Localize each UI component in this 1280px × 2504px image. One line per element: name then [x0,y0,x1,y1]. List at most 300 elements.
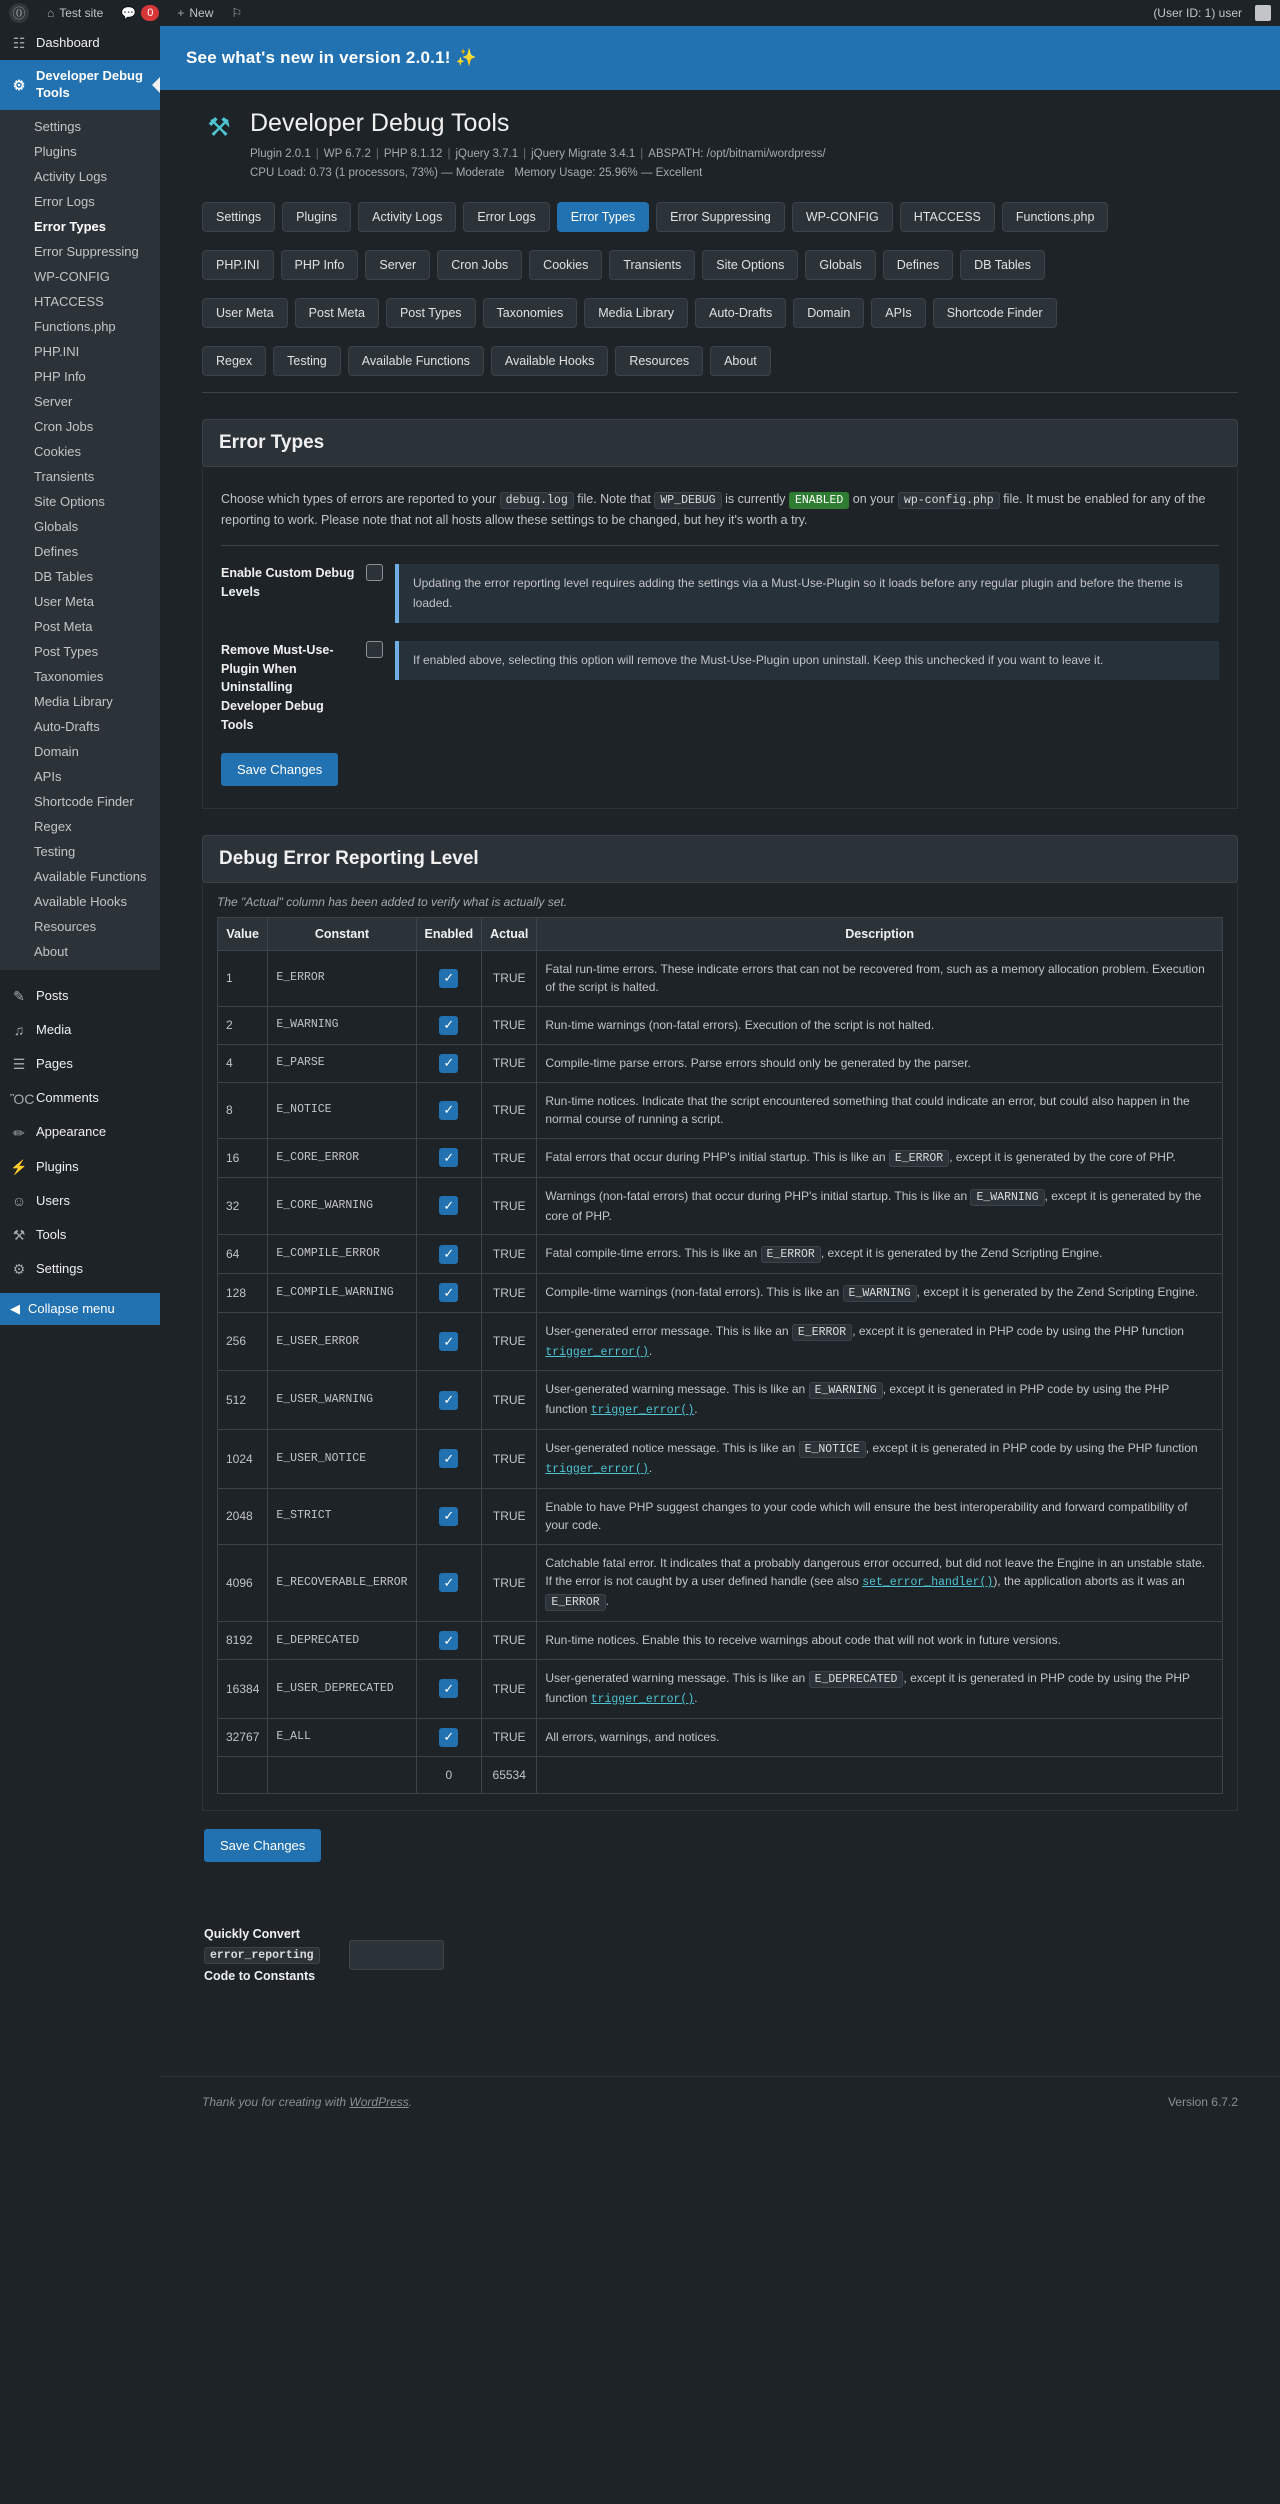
plugin-logo-icon: ⚒ [207,111,231,142]
code-debug-log: debug.log [500,492,574,509]
sidebar-item-label: Settings [36,1261,83,1277]
enable-checkbox-e_all[interactable]: ✓ [439,1728,458,1747]
meta-separator: | [315,147,319,160]
tab-apis[interactable]: APIs [871,298,925,328]
tab-server[interactable]: Server [365,250,430,280]
code-constant: E_ERROR [792,1324,852,1341]
cell-value: 2048 [218,1488,268,1544]
cell-constant: E_ALL [268,1718,416,1756]
cell-enabled [416,1044,482,1082]
code-wp-debug: WP_DEBUG [654,492,721,509]
sidebar-subitem-plugins[interactable]: Plugins [34,143,77,159]
error-types-heading: Error Types [202,419,1238,467]
function-link[interactable]: trigger_error() [590,1692,695,1706]
column-header-description: Description [537,917,1223,950]
home-icon: ⌂ [47,5,55,20]
table-row [218,1312,1223,1371]
cell-actual: TRUE [482,1044,537,1082]
sidebar-subitem-functions-php[interactable]: Functions.php [34,318,116,334]
meta-item-0: Plugin 2.0.1 [250,147,311,160]
tab-auto-drafts[interactable]: Auto-Drafts [695,298,786,328]
enable-checkbox-e_notice[interactable]: ✓ [439,1101,458,1120]
remove-mu-plugin-checkbox[interactable] [366,641,383,658]
enable-checkbox-e_user_error[interactable]: ✓ [439,1332,458,1351]
cell-enabled [416,1660,482,1719]
tab-activity-logs[interactable]: Activity Logs [358,202,456,232]
tab-db-tables[interactable]: DB Tables [960,250,1045,280]
sidebar-item-label: Comments [36,1090,99,1106]
remove-mu-plugin-hint: If enabled above, selecting this option will remove the Must-Use-Plugin upon uninstall. Keep this unchecked if you want to leave it. [395,641,1219,680]
cell-value: 16 [218,1138,268,1177]
cell-enabled [416,1235,482,1274]
sidebar-subitem-error-suppressing[interactable]: Error Suppressing [34,243,139,259]
cell-description: User-generated notice message. This is like an E_NOTICE , except it is generated in PHP code by using the PHP function trigger_error(). [537,1430,1223,1489]
code-constant: E_ERROR [761,1246,821,1263]
table-row [218,1138,1223,1177]
tab-functions-php[interactable]: Functions.php [1002,202,1109,232]
enable-checkbox-e_warning[interactable]: ✓ [439,1016,458,1035]
actual-column-note: The "Actual" column has been added to verify what is actually set. [217,894,568,909]
cell-enabled [416,1006,482,1044]
cell-value: 128 [218,1273,268,1312]
enable-custom-debug-levels-checkbox[interactable] [366,564,383,581]
enable-checkbox-e_strict[interactable]: ✓ [439,1507,458,1526]
cell-actual: TRUE [482,1235,537,1274]
code-constant: E_NOTICE [799,1441,866,1458]
sidebar-item-label: Dashboard [36,34,100,50]
table-row [218,1718,1223,1756]
sidebar-subitem-post-types[interactable]: Post Types [34,643,99,659]
meta-item-1: Memory Usage: 25.96% — Excellent [514,167,703,180]
code-constant: E_WARNING [809,1382,883,1399]
cell-enabled [416,1718,482,1756]
tab-error-types[interactable]: Error Types [557,202,649,232]
footer-thanks-text: Thank you for creating with [202,2094,350,2109]
page-icon: ☰ [12,1056,26,1073]
cell-constant: E_NOTICE [268,1082,416,1138]
code-constant: E_ERROR [889,1150,949,1167]
save-changes-button-bottom[interactable]: Save Changes [204,1829,321,1862]
cell-enabled [416,1138,482,1177]
quick-convert-input[interactable] [349,1940,444,1970]
table-row [218,1235,1223,1274]
sidebar-item-label: Developer Debug Tools [36,68,143,101]
sidebar-subitem-testing[interactable]: Testing [34,843,76,859]
sidebar-item-posts[interactable] [0,979,160,1013]
code-constant: E_WARNING [970,1189,1044,1206]
tab-wp-config[interactable]: WP-CONFIG [792,202,893,232]
cell-description: Run-time notices. Indicate that the script encountered something that could indicate an error, but could also happen in the normal course of running a script. [537,1082,1223,1138]
table-totals-row [218,1756,1223,1794]
comment-count-badge: 0 [141,5,159,21]
cell-description: User-generated warning message. This is like an E_DEPRECATED , except it is generated in PHP code by using the PHP function trigger_error(). [537,1660,1223,1719]
collapse-menu-button[interactable] [0,1293,160,1325]
comments-menu[interactable] [112,0,168,26]
code-constant: E_WARNING [843,1285,917,1302]
tab-site-options[interactable]: Site Options [702,250,798,280]
cell-description: All errors, warnings, and notices. [537,1718,1223,1756]
sidebar-item-comments[interactable] [0,1082,160,1116]
sidebar-item-label: Plugins [36,1158,79,1174]
cell-value: 512 [218,1371,268,1430]
cell-enabled [416,1430,482,1489]
media-icon: ♫ [13,1022,25,1039]
debug-error-reporting-heading: Debug Error Reporting Level [202,835,1238,883]
tab-row-2 [202,250,1238,280]
appearance-icon: ✏ [13,1124,25,1141]
tab-available-functions[interactable]: Available Functions [348,346,484,376]
total-empty-cell [537,1756,1223,1794]
wp-logo-menu[interactable] [0,0,38,26]
meta-separator: | [640,147,644,160]
sidebar-subitem-php-ini[interactable]: PHP.INI [34,343,80,359]
sidebar-item-label: Tools [36,1226,67,1242]
cell-actual: TRUE [482,1138,537,1177]
table-row [218,1544,1223,1621]
cell-value: 4 [218,1044,268,1082]
enable-checkbox-e_compile_warning[interactable]: ✓ [439,1283,458,1302]
tab-error-suppressing[interactable]: Error Suppressing [656,202,785,232]
cell-description: Compile-time warnings (non-fatal errors). This is like an E_WARNING , except it is generated by the Zend Scripting Engine. [537,1273,1223,1312]
meta-item-1: WP 6.7.2 [323,147,371,160]
cell-actual: TRUE [482,1622,537,1660]
cell-actual: TRUE [482,1006,537,1044]
sidebar-bottom-menu [0,979,160,1287]
site-name-menu[interactable] [38,0,112,26]
flag-menu[interactable] [222,0,251,26]
cell-actual: TRUE [482,1718,537,1756]
quick-convert-label-a: Quickly Convert [204,1927,300,1942]
enable-checkbox-e_user_warning[interactable]: ✓ [439,1391,458,1410]
function-link[interactable]: trigger_error() [545,1345,649,1359]
enable-checkbox-e_error[interactable]: ✓ [439,969,458,988]
remove-mu-plugin-row [219,623,1221,735]
sidebar-subitem-resources[interactable]: Resources [34,918,97,934]
intro-text-c: is currently [725,491,786,506]
tab-testing[interactable]: Testing [273,346,341,376]
sidebar-subitem-regex[interactable]: Regex [34,818,72,834]
cell-value: 8192 [218,1622,268,1660]
cell-constant: E_USER_ERROR [268,1312,416,1371]
cell-constant: E_CORE_ERROR [268,1138,416,1177]
column-header-enabled: Enabled [416,917,482,950]
intro-text-d: on your [852,491,895,506]
sidebar-subitem-transients[interactable]: Transients [34,468,95,484]
cell-enabled [416,1312,482,1371]
comment-icon: ὊC [10,1090,35,1107]
plugin-header [202,110,1238,184]
meta-separator: | [523,147,527,160]
error-types-panel [202,467,1238,809]
dashboard-icon: ☷ [12,35,26,51]
intro-text-b: file. Note that [577,491,651,506]
table-header-row [218,917,1223,950]
cell-description: Warnings (non-fatal errors) that occur during PHP's initial startup. This is like an E_WARNING , except it is generated by the core of PHP. [537,1177,1223,1234]
cell-description: Fatal errors that occur during PHP's initial startup. This is like an E_ERROR , except it is generated by the core of PHP. [537,1138,1223,1177]
user-label: (User ID: 1) user [1153,5,1242,20]
cell-value: 2 [218,1006,268,1044]
table-row [218,1371,1223,1430]
cell-constant: E_ERROR [268,950,416,1006]
cell-description: Run-time warnings (non-fatal errors). Execution of the script is not halted. [537,1006,1223,1044]
cell-description: Fatal run-time errors. These indicate errors that can not be recovered from, such as a memory allocation problem. Execution of the script is halted. [537,950,1223,1006]
meta-item-3: jQuery 3.7.1 [455,147,519,160]
sidebar-subitem-site-options[interactable]: Site Options [34,493,105,509]
table-row [218,1082,1223,1138]
save-changes-button-top[interactable]: Save Changes [221,753,338,786]
cell-actual: TRUE [482,1082,537,1138]
main-content [160,26,1280,2504]
sidebar-subitem-activity-logs[interactable]: Activity Logs [34,168,107,184]
cell-value: 8 [218,1082,268,1138]
tab-regex[interactable]: Regex [202,346,266,376]
column-header-value: Value [218,917,268,950]
enable-checkbox-e_user_deprecated[interactable]: ✓ [439,1679,458,1698]
enable-custom-debug-levels-row [219,546,1221,622]
save-changes-bottom-wrap [202,1811,1238,1884]
new-label: New [189,5,214,20]
sidebar-subitem-taxonomies[interactable]: Taxonomies [34,668,104,684]
admin-footer [160,2076,1280,2127]
version-banner[interactable]: See what's new in version 2.0.1! ✨ [160,26,1280,90]
page-title: Developer Debug Tools [250,109,510,137]
tab-taxonomies[interactable]: Taxonomies [483,298,578,328]
sidebar-subitem-shortcode-finder[interactable]: Shortcode Finder [34,793,134,809]
sidebar-item-media[interactable] [0,1013,160,1047]
sidebar-subitem-server[interactable]: Server [34,393,73,409]
cell-description: Compile-time parse errors. Parse errors should only be generated by the parser. [537,1044,1223,1082]
sidebar-subitem-domain[interactable]: Domain [34,743,79,759]
sidebar-subitem-error-types[interactable]: Error Types [34,218,107,234]
table-row [218,1044,1223,1082]
cell-constant: E_CORE_WARNING [268,1177,416,1234]
enable-checkbox-e_parse[interactable]: ✓ [439,1054,458,1073]
cell-value: 16384 [218,1660,268,1719]
code-enabled-badge: ENABLED [789,492,849,509]
cell-constant: E_USER_DEPRECATED [268,1660,416,1719]
tab-php-ini[interactable]: PHP.INI [202,250,274,280]
enable-custom-debug-levels-hint: Updating the error reporting level requires adding the settings via a Must-Use-Plugin so it loads before any regular plugin and before the theme is loaded. [395,564,1219,622]
wordpress-logo-icon: ⓪ [9,3,29,23]
tab-globals[interactable]: Globals [805,250,875,280]
enable-checkbox-e_deprecated[interactable]: ✓ [439,1631,458,1650]
meta-separator: | [447,147,451,160]
enable-checkbox-e_compile_error[interactable]: ✓ [439,1245,458,1264]
quick-convert-label-b: Code to Constants [204,1968,316,1983]
cell-enabled [416,1544,482,1621]
sidebar-item-pages[interactable] [0,1047,160,1081]
admin-sidebar [0,26,160,1365]
table-row [218,1006,1223,1044]
tab-bar [202,202,1238,393]
quick-convert-row [202,1884,1238,1985]
cell-actual: TRUE [482,1660,537,1719]
cell-constant: E_PARSE [268,1044,416,1082]
cell-description: Fatal compile-time errors. This is like an E_ERROR , except it is generated by the Zend Scripting Engine. [537,1235,1223,1274]
quick-convert-label [204,1924,349,1985]
tab-media-library[interactable]: Media Library [584,298,688,328]
meta-item-5: ABSPATH: /opt/bitnami/wordpress/ [648,147,826,160]
sidebar-subitem-htaccess[interactable]: HTACCESS [34,293,104,309]
avatar [1255,5,1271,21]
table-row [218,1273,1223,1312]
tab-cron-jobs[interactable]: Cron Jobs [437,250,522,280]
tab-defines[interactable]: Defines [883,250,953,280]
table-row [218,1177,1223,1234]
meta-item-2: PHP 8.1.12 [383,147,443,160]
sidebar-subitem-cron-jobs[interactable]: Cron Jobs [34,418,94,434]
cell-constant: E_RECOVERABLE_ERROR [268,1544,416,1621]
cell-constant: E_COMPILE_ERROR [268,1235,416,1274]
cell-actual: TRUE [482,1312,537,1371]
sidebar-item-label: Appearance [36,1124,107,1140]
sidebar-item-label: Pages [36,1055,73,1071]
function-link[interactable]: trigger_error() [590,1404,695,1418]
tab-htaccess[interactable]: HTACCESS [900,202,995,232]
users-icon: ☺ [11,1193,27,1210]
sidebar-subitem-error-logs[interactable]: Error Logs [34,193,95,209]
sidebar-subitem-db-tables[interactable]: DB Tables [34,568,94,584]
function-link[interactable]: set_error_handler() [862,1576,994,1590]
sidebar-subitem-media-library[interactable]: Media Library [34,693,113,709]
site-name-label: Test site [59,5,104,20]
footer-period: . [408,2094,413,2109]
total-empty-cell [218,1756,268,1794]
intro-text-a: Choose which types of errors are reported to your [221,491,497,506]
meta-line-2 [250,164,1238,184]
column-header-actual: Actual [482,917,537,950]
footer-thanks [202,2095,412,2109]
cell-actual: TRUE [482,1371,537,1430]
total-enabled: 0 [416,1756,482,1794]
comment-bubble-icon: 💬 [121,5,137,20]
tab-shortcode-finder[interactable]: Shortcode Finder [933,298,1057,328]
sidebar-item-plugins[interactable] [0,1150,160,1184]
wordpress-link[interactable]: WordPress [349,2094,409,2109]
enable-checkbox-e_core_warning[interactable]: ✓ [439,1196,458,1215]
cell-value: 32767 [218,1718,268,1756]
code-wp-config: wp-config.php [898,492,1000,509]
sidebar-subitem-available-hooks[interactable]: Available Hooks [34,893,127,909]
cell-value: 1 [218,950,268,1006]
error-levels-table [217,917,1223,1795]
function-link[interactable]: trigger_error() [545,1462,649,1476]
cell-constant: E_USER_WARNING [268,1371,416,1430]
tab-transients[interactable]: Transients [609,250,695,280]
cell-enabled [416,1273,482,1312]
total-actual: 65534 [482,1756,537,1794]
table-row [218,1488,1223,1544]
sidebar-item-appearance[interactable] [0,1116,160,1150]
cell-actual: TRUE [482,1488,537,1544]
debug-error-reporting-panel [202,883,1238,1812]
sidebar-subitem-auto-drafts[interactable]: Auto-Drafts [34,718,100,734]
sidebar-subitem-user-meta[interactable]: User Meta [34,593,94,609]
sidebar-subitem-php-info[interactable]: PHP Info [34,368,86,384]
plus-icon: + [177,5,185,20]
sidebar-subitem-globals[interactable]: Globals [34,518,79,534]
cell-enabled [416,1371,482,1430]
cell-actual: TRUE [482,950,537,1006]
tab-cookies[interactable]: Cookies [529,250,602,280]
new-content-menu[interactable] [168,0,222,26]
wrench-icon: ⚙ [12,76,26,93]
sidebar-subitem-available-functions[interactable]: Available Functions [34,868,147,884]
user-menu[interactable] [1144,0,1280,26]
sidebar-item-label: Users [36,1192,70,1208]
flag-icon: ⚐ [231,5,243,20]
tab-row-1 [202,202,1238,232]
tab-available-hooks[interactable]: Available Hooks [491,346,608,376]
cell-value: 32 [218,1177,268,1234]
sidebar-item-dashboard[interactable] [0,26,160,60]
tab-row-3 [202,298,1238,328]
sidebar-submenu [0,110,160,970]
tab-row-4 [202,346,1238,376]
error-types-intro [219,481,1221,546]
cell-enabled [416,1177,482,1234]
plugins-icon: ⚡ [10,1158,28,1175]
sidebar-subitem-wp-config[interactable]: WP-CONFIG [34,268,110,284]
admin-bar [0,0,1280,26]
enable-checkbox-e_user_notice[interactable]: ✓ [439,1449,458,1468]
tab-domain[interactable]: Domain [793,298,864,328]
cell-value: 1024 [218,1430,268,1489]
table-row [218,1660,1223,1719]
settings-icon: ⚙ [12,1261,26,1278]
tab-post-types[interactable]: Post Types [386,298,476,328]
enable-checkbox-e_recoverable_error[interactable]: ✓ [439,1573,458,1592]
sidebar-subitem-post-meta[interactable]: Post Meta [34,618,93,634]
cell-actual: TRUE [482,1544,537,1621]
cell-actual: TRUE [482,1430,537,1489]
cell-enabled [416,950,482,1006]
sidebar-item-settings[interactable] [0,1252,160,1286]
cell-enabled [416,1488,482,1544]
sidebar-subitem-cookies[interactable]: Cookies [34,443,81,459]
tab-user-meta[interactable]: User Meta [202,298,288,328]
sidebar-subitem-about[interactable]: About [34,943,68,959]
cell-description: User-generated error message. This is like an E_ERROR , except it is generated in PHP code by using the PHP function trigger_error(). [537,1312,1223,1371]
sidebar-item-label: Media [36,1021,72,1037]
sidebar-item-developer-debug-tools[interactable] [0,60,160,110]
sidebar-item-users[interactable] [0,1184,160,1218]
sidebar-subitem-settings[interactable]: Settings [34,118,81,134]
tab-plugins[interactable]: Plugins [282,202,351,232]
tab-settings[interactable]: Settings [202,202,275,232]
total-empty-cell [268,1756,416,1794]
tab-error-logs[interactable]: Error Logs [463,202,549,232]
table-row [218,1430,1223,1489]
tab-php-info[interactable]: PHP Info [281,250,359,280]
cell-enabled [416,1082,482,1138]
enable-checkbox-e_core_error[interactable]: ✓ [439,1148,458,1167]
sidebar-item-tools[interactable] [0,1218,160,1252]
pin-icon: ✎ [13,987,25,1004]
cell-value: 64 [218,1235,268,1274]
sidebar-subitem-apis[interactable]: APIs [34,768,62,784]
tab-post-meta[interactable]: Post Meta [295,298,379,328]
cell-description: Catchable fatal error. It indicates that a probably dangerous error occurred, but did not leave the Engine in an unstable state. If the error is not caught by a user defined handle (see also set_error_handler()), the application aborts as it was an E_ERROR . [537,1544,1223,1621]
cell-constant: E_WARNING [268,1006,416,1044]
tab-about[interactable]: About [710,346,771,376]
cell-value: 256 [218,1312,268,1371]
meta-separator [504,167,514,179]
cell-constant: E_DEPRECATED [268,1622,416,1660]
sidebar-subitem-defines[interactable]: Defines [34,543,79,559]
tab-resources[interactable]: Resources [615,346,703,376]
cell-actual: TRUE [482,1273,537,1312]
